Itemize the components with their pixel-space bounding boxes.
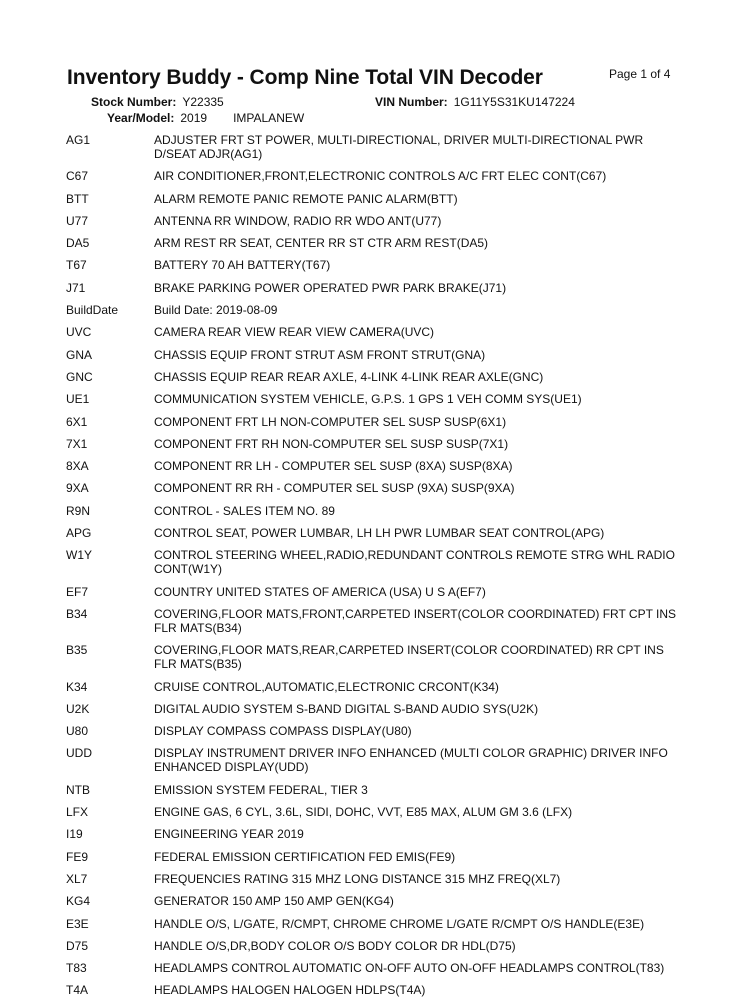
vin-number-label: VIN Number: xyxy=(375,95,448,109)
option-row xyxy=(66,643,686,671)
option-description: ENGINEERING YEAR 2019 xyxy=(154,827,304,842)
stock-number-field xyxy=(91,95,224,109)
option-code: R9N xyxy=(66,503,91,518)
option-code: DA5 xyxy=(66,236,90,251)
page-number: Page 1 of 4 xyxy=(609,67,671,81)
option-code: T67 xyxy=(66,258,87,273)
option-row xyxy=(66,325,686,339)
option-code: NTB xyxy=(66,782,90,797)
option-description: ALARM REMOTE PANIC REMOTE PANIC ALARM(BTT) xyxy=(154,191,458,206)
option-description: ENGINE GAS, 6 CYL, 3.6L, SIDI, DOHC, VVT, E85 MAX, ALUM GM 3.6 (LFX) xyxy=(154,805,573,820)
option-code: D75 xyxy=(66,938,89,953)
option-row xyxy=(66,702,686,716)
option-row xyxy=(66,192,686,206)
option-row xyxy=(66,258,686,272)
option-row xyxy=(66,850,686,864)
option-description: CAMERA REAR VIEW REAR VIEW CAMERA(UVC) xyxy=(154,325,435,340)
option-description: COMPONENT RR LH - COMPUTER SEL SUSP (8XA) SUSP(8XA) xyxy=(154,459,513,474)
option-description: EMISSION SYSTEM FEDERAL, TIER 3 xyxy=(154,782,368,797)
option-description: FREQUENCIES RATING 315 MHZ LONG DISTANCE 315 MHZ FREQ(XL7) xyxy=(154,871,561,886)
option-row xyxy=(66,214,686,228)
option-description: ADJUSTER FRT ST POWER, MULTI-DIRECTIONAL, DRIVER MULTI-DIRECTIONAL PWR D/SEAT ADJR(AG1) xyxy=(154,133,644,161)
option-code: 9XA xyxy=(66,481,89,496)
option-row xyxy=(66,680,686,694)
option-code: U80 xyxy=(66,724,89,739)
option-code: B35 xyxy=(66,643,88,658)
option-description: COMPONENT FRT RH NON-COMPUTER SEL SUSP SUSP(7X1) xyxy=(154,436,509,451)
year-model-field xyxy=(107,111,304,125)
option-row xyxy=(66,169,686,183)
option-description: BRAKE PARKING POWER OPERATED PWR PARK BRAKE(J71) xyxy=(154,280,507,295)
option-code: UDD xyxy=(66,746,92,761)
option-code: W1Y xyxy=(66,548,93,563)
option-description: CHASSIS EQUIP FRONT STRUT ASM FRONT STRUT(GNA) xyxy=(154,347,486,362)
option-description: DISPLAY INSTRUMENT DRIVER INFO ENHANCED (MULTI COLOR GRAPHIC) DRIVER INFO ENHANCED DISPLAY(UDD) xyxy=(154,746,668,775)
option-code: C67 xyxy=(66,169,89,184)
option-row xyxy=(66,585,686,599)
option-description: COVERING,FLOOR MATS,REAR,CARPETED INSERT(COLOR COORDINATED) RR CPT INS FLR MATS(B35) xyxy=(154,643,664,672)
option-row xyxy=(66,783,686,797)
option-code: EF7 xyxy=(66,584,89,599)
option-row xyxy=(66,303,686,317)
option-description: COVERING,FLOOR MATS,FRONT,CARPETED INSERT(COLOR COORDINATED) FRT CPT INS FLR MATS(B34) xyxy=(154,606,677,635)
option-row xyxy=(66,504,686,518)
option-row xyxy=(66,724,686,738)
option-code: K34 xyxy=(66,679,88,694)
option-description: COMMUNICATION SYSTEM VEHICLE, G.P.S. 1 GPS 1 VEH COMM SYS(UE1) xyxy=(154,392,582,407)
option-row xyxy=(66,459,686,473)
option-code: BTT xyxy=(66,191,89,206)
option-description: BATTERY 70 AH BATTERY(T67) xyxy=(154,258,331,273)
option-code: KG4 xyxy=(66,894,91,909)
document-title: Inventory Buddy - Comp Nine Total VIN Decoder xyxy=(67,66,543,89)
option-description: FEDERAL EMISSION CERTIFICATION FED EMIS(FE9) xyxy=(154,849,456,864)
option-row xyxy=(66,872,686,886)
option-row xyxy=(66,939,686,953)
option-row xyxy=(66,894,686,908)
option-code: FE9 xyxy=(66,849,89,864)
year-value: 2019 xyxy=(180,111,208,125)
option-code: 8XA xyxy=(66,459,89,474)
option-description: ARM REST RR SEAT, CENTER RR ST CTR ARM REST(DA5) xyxy=(154,236,489,251)
option-description: ANTENNA RR WINDOW, RADIO RR WDO ANT(U77) xyxy=(154,213,442,228)
option-row xyxy=(66,983,686,997)
option-row xyxy=(66,348,686,362)
option-code: BuildDate xyxy=(66,303,119,318)
option-description: COMPONENT RR RH - COMPUTER SEL SUSP (9XA) SUSP(9XA) xyxy=(154,481,515,496)
option-code: XL7 xyxy=(66,871,88,886)
option-row xyxy=(66,236,686,250)
option-row xyxy=(66,281,686,295)
option-description: DISPLAY COMPASS COMPASS DISPLAY(U80) xyxy=(154,724,412,739)
option-row xyxy=(66,805,686,819)
option-description: COUNTRY UNITED STATES OF AMERICA (USA) U S A(EF7) xyxy=(154,584,486,599)
option-row xyxy=(66,548,686,576)
option-code: 7X1 xyxy=(66,436,88,451)
option-description: GENERATOR 150 AMP 150 AMP GEN(KG4) xyxy=(154,894,394,909)
option-code: LFX xyxy=(66,805,89,820)
option-row xyxy=(66,133,686,161)
option-code: U2K xyxy=(66,701,90,716)
option-description: CONTROL STEERING WHEEL,RADIO,REDUNDANT CONTROLS REMOTE STRG WHL RADIO CONT(W1Y) xyxy=(154,548,675,577)
option-row xyxy=(66,746,686,774)
option-code: UE1 xyxy=(66,392,90,407)
option-row xyxy=(66,370,686,384)
option-description: COMPONENT FRT LH NON-COMPUTER SEL SUSP SUSP(6X1) xyxy=(154,414,507,429)
option-row xyxy=(66,481,686,495)
year-model-label: Year/Model: xyxy=(107,111,175,125)
option-code: J71 xyxy=(66,280,86,295)
option-code: GNA xyxy=(66,347,93,362)
option-row xyxy=(66,392,686,406)
option-row xyxy=(66,415,686,429)
vin-number-field xyxy=(375,95,575,109)
option-row xyxy=(66,526,686,540)
option-code: AG1 xyxy=(66,133,91,147)
option-row xyxy=(66,961,686,975)
option-code: B34 xyxy=(66,606,88,621)
option-code: APG xyxy=(66,526,92,541)
option-description: CONTROL - SALES ITEM NO. 89 xyxy=(154,503,335,518)
option-description: Build Date: 2019-08-09 xyxy=(154,303,278,318)
option-code: I19 xyxy=(66,827,83,842)
option-code: GNC xyxy=(66,369,93,384)
option-code: UVC xyxy=(66,325,92,340)
option-row xyxy=(66,917,686,931)
stock-number-label: Stock Number: xyxy=(91,95,177,109)
option-code: 6X1 xyxy=(66,414,88,429)
option-description: DIGITAL AUDIO SYSTEM S-BAND DIGITAL S-BAND AUDIO SYS(U2K) xyxy=(154,701,539,716)
option-description: HEADLAMPS HALOGEN HALOGEN HDLPS(T4A) xyxy=(154,983,426,998)
option-row xyxy=(66,437,686,451)
stock-number-value: Y22335 xyxy=(182,95,224,109)
option-code: T83 xyxy=(66,961,87,976)
option-row xyxy=(66,607,686,635)
option-description: CONTROL SEAT, POWER LUMBAR, LH LH PWR LUMBAR SEAT CONTROL(APG) xyxy=(154,526,605,541)
option-description: HEADLAMPS CONTROL AUTOMATIC ON-OFF AUTO ON-OFF HEADLAMPS CONTROL(T83) xyxy=(154,961,665,976)
option-row xyxy=(66,827,686,841)
option-description: AIR CONDITIONER,FRONT,ELECTRONIC CONTROLS A/C FRT ELEC CONT(C67) xyxy=(154,169,607,184)
option-description: CHASSIS EQUIP REAR REAR AXLE, 4-LINK 4-LINK REAR AXLE(GNC) xyxy=(154,369,544,384)
option-code: T4A xyxy=(66,983,89,998)
option-code: U77 xyxy=(66,213,89,228)
model-value: IMPALANEW xyxy=(233,111,305,125)
option-code: E3E xyxy=(66,916,89,931)
option-description: HANDLE O/S, L/GATE, R/CMPT, CHROME CHROME L/GATE R/CMPT O/S HANDLE(E3E) xyxy=(154,916,645,931)
vin-number-value: 1G11Y5S31KU147224 xyxy=(453,95,575,109)
option-description: HANDLE O/S,DR,BODY COLOR O/S BODY COLOR DR HDL(D75) xyxy=(154,938,516,953)
option-description: CRUISE CONTROL,AUTOMATIC,ELECTRONIC CRCONT(K34) xyxy=(154,679,499,694)
option-code-list xyxy=(66,133,686,1006)
